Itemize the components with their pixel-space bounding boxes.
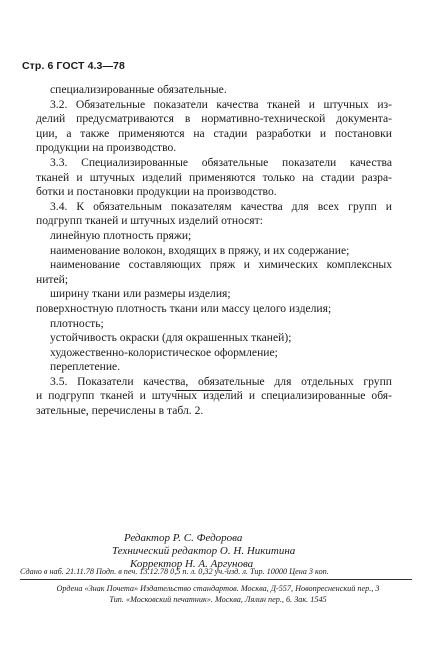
- text-line: линейную плотность пряжи;: [50, 228, 192, 242]
- publisher-footer: [22, 583, 414, 605]
- text-line: наименование волокон, входящих в пряжу, и их содержание;: [50, 243, 350, 257]
- publisher-line: Ордена «Знак Почета» Издательство стандартов. Москва, Д-557, Новопресненский пер., 3: [56, 584, 380, 593]
- text-line: устойчивость окраски (для окрашенных тканей);: [50, 331, 292, 345]
- tech-editor-credit: Технический редактор О. Н. Никитина: [112, 545, 296, 557]
- text-line: зательные, перечислены в табл. 2.: [36, 404, 204, 418]
- text-line: подгрупп тканей и штучных изделий относят:: [36, 214, 263, 228]
- printer-line: Тип. «Московский печатник». Москва, Лялин пер., 6. Зак. 1545: [109, 595, 327, 604]
- text-line: ботки и постановки продукции на производство.: [36, 185, 277, 199]
- editor-credit: Редактор Р. С. Федорова: [124, 532, 243, 544]
- text-line: переплетение.: [50, 360, 121, 374]
- text-line: поверхностную плотность ткани или массу целого изделия;: [36, 301, 332, 315]
- text-line: делий предусматриваются в нормативно-технической документа-: [36, 112, 392, 126]
- separator-rule: [176, 390, 232, 391]
- text-line: 3.3. Специализированные обязательные показатели качества: [50, 155, 392, 169]
- body-text: [36, 83, 392, 419]
- page-header: Стр. 6 ГОСТ 4.3—78: [22, 60, 125, 72]
- print-imprint: Сдано в наб. 21.11.78 Подп. в печ. 13.12.78 0,5 п. л. 0,32 уч.-изд. л. Тир. 10000 Цена 3 коп.: [20, 566, 412, 580]
- text-line: продукции на производство.: [36, 141, 177, 155]
- text-line: ции, а также применяются на стадии разработки и постановки: [36, 126, 392, 140]
- text-line: тканей и штучных изделий применяются только на стадии разра-: [36, 170, 392, 184]
- text-line: 3.2. Обязательные показатели качества тканей и штучных из-: [50, 97, 392, 111]
- proofreader-credit: Корректор Н. А. Аргунова: [130, 558, 254, 570]
- text-line: ширину ткани или размеры изделия;: [50, 287, 231, 301]
- text-line: и подгрупп тканей и штучных изделий и специализированные обя-: [36, 389, 392, 403]
- text-line: художественно-колористическое оформление;: [50, 345, 278, 359]
- text-line: специализированные обязательные.: [50, 83, 227, 96]
- text-line: плотность;: [50, 316, 104, 330]
- text-line: 3.5. Показатели качества, обязательные для отдельных групп: [50, 374, 392, 388]
- text-line: нитей;: [36, 272, 69, 286]
- text-line: 3.4. К обязательным показателям качества для всех групп и: [50, 199, 392, 213]
- text-line: наименование составляющих пряж и химических комплексных: [50, 258, 392, 272]
